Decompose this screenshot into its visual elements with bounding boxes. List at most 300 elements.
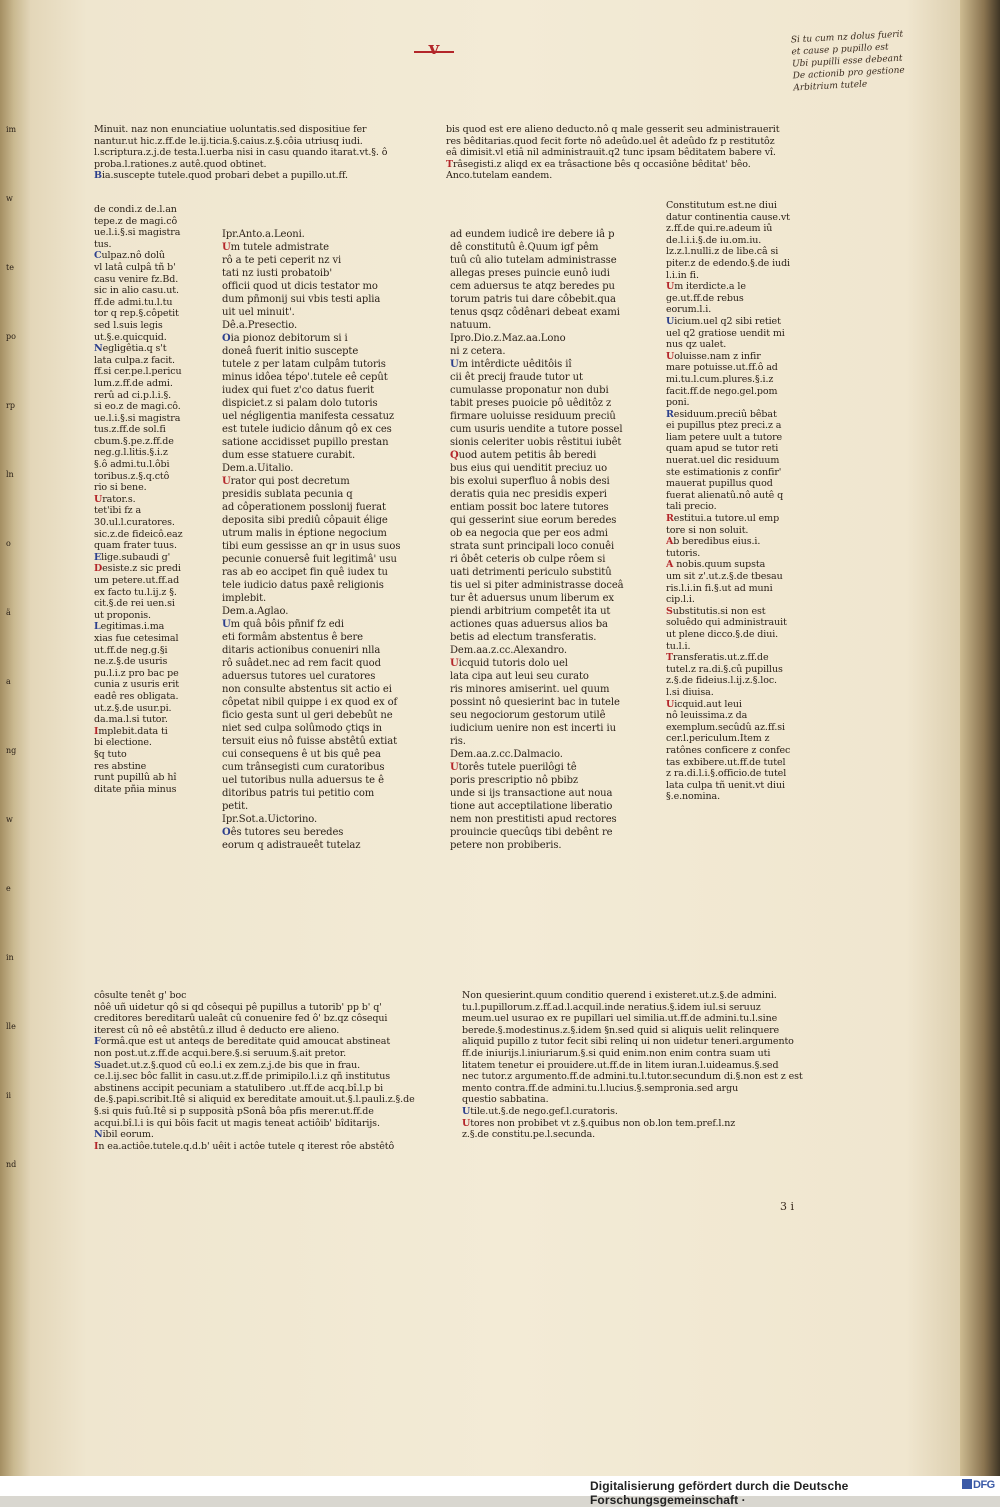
main-left-line (222, 332, 430, 345)
main-left-line: uel tutoribus nulla aduersus te ê (222, 775, 384, 786)
main-right-line: poris prescriptio nô pbibz (450, 775, 579, 786)
gloss-right-line (666, 409, 796, 421)
gloss-left-line: lata culpa.z facit. (94, 354, 175, 366)
gloss-right-line: nô leuissima.z da (666, 710, 748, 722)
handwritten-line: et cause p pupillo est (791, 42, 889, 58)
gloss-column-left (94, 204, 204, 795)
gloss-left-line: sed l.suis legis (94, 319, 163, 331)
gloss-left-line: 30.ul.l.curatores. (94, 517, 175, 529)
rubricated-initial: L (94, 621, 101, 633)
gloss-right-line: de.l.i.i.§.de iu.om.iu. (666, 234, 762, 246)
gloss-left-line: tor q rep.§.côpetit (94, 308, 179, 320)
rubricated-initial: R (666, 513, 674, 525)
main-right-line: allegas preses puincie eunô iudi (450, 268, 610, 279)
gloss-left-line: um petere.ut.ff.ad (94, 575, 180, 586)
main-right-line: dê constitutû ê.Quum igf pêm (450, 242, 599, 253)
main-left-line: dum esse statuere curabit. (222, 450, 356, 461)
main-left-line (222, 475, 430, 488)
main-right-line: torum patris tui dare côbebit.qua (450, 294, 616, 305)
left-page-fragment: in (6, 953, 14, 962)
gloss-left-line: rerû ad ci.p.l.i.§. (94, 389, 172, 401)
gloss-left-line (94, 621, 204, 633)
gloss-right-line: mauerat pupillus quod (666, 478, 773, 490)
gloss-right-line: tali precio. (666, 501, 717, 513)
main-left-line: ras ab eo accipet fin quê iudex tu (222, 567, 388, 578)
main-right-line: petere non probiberis. (450, 840, 562, 851)
rubricated-initial: U (462, 1105, 471, 1117)
gloss-left-line: §q tuto (94, 748, 127, 760)
gloss-left-line: tepe.z de magi.cô (94, 215, 178, 227)
gloss-left-line: quam frater tuus. (94, 540, 177, 552)
line-text: icium.uel q2 sibi retiet (674, 315, 781, 327)
bottom-right-line (462, 1118, 832, 1130)
main-left-line: dispiciet.z si palam dolo tutoris (222, 398, 378, 409)
gloss-right-line (666, 513, 796, 525)
handwritten-line: De actionib pro gestione (792, 65, 905, 82)
main-right-line: ni z cetera. (450, 346, 506, 357)
left-page-fragment: o (6, 539, 11, 548)
gloss-left-line: ue.l.i.§.si magistra (94, 227, 181, 239)
gloss-left-line: cit.§.de rei uen.si (94, 598, 175, 610)
main-right-line: tabit preses puoicie pô uêditôz z (450, 398, 612, 409)
main-right-line: nem non prestitisti apud rectores (450, 814, 617, 825)
gloss-right-line (666, 606, 796, 618)
lead-right-line: Anco.tutelam eandem. (446, 170, 553, 182)
rubricated-initial: O (222, 827, 231, 838)
bottom-left-line: ce.l.ij.sec bôc fallit in casu.ut.z.ff.de primipilo.l.i.z qñ institutus (94, 1071, 391, 1083)
rubricated-initial: I (94, 725, 99, 737)
rubricated-initial: U (666, 350, 675, 362)
main-left-line: doneâ fuerit initio suscepte (222, 346, 359, 357)
bottom-left-line (94, 1036, 439, 1048)
gloss-right-line: poni. (666, 397, 690, 409)
bottom-right-line (462, 1106, 832, 1118)
bottom-left-line: acqui.bî.l.i is qui bôis facit ut magis teneat actiôib' bîditarijs. (94, 1117, 380, 1129)
main-left-line: ficio gesta sunt ul geri debebût ne (222, 710, 393, 721)
rubricated-initial: U (666, 281, 675, 293)
main-left-line: cui consequens ê ut bis quê pea (222, 749, 381, 760)
bottom-right-line: nec tutor.z argumento.ff.de admini.tu.l.tutor.secundum di.§.non est z est (462, 1071, 803, 1083)
line-text: n ea.actiôe.tutele.q.d.b' uêit i actôe tutele q iterest rôe abstêtô (98, 1140, 395, 1152)
gloss-right-line: um sit z'.ut.z.§.de tbesau (666, 571, 783, 582)
line-text: ormâ.que est ut anteqs de bereditate quid amoucat abstineat (100, 1036, 391, 1048)
main-left-line: iudex qui fuet z'co datus fuerit (222, 385, 375, 396)
main-left-line: Ipr.Sot.a.Uictorino. (222, 814, 318, 825)
main-left-line: deposita sibi prediû côpauit élige (222, 515, 388, 526)
main-left-line: rô suâdet.nec ad rem facit quod (222, 658, 381, 669)
main-right-line: cii êt precij fraude tutor ut (450, 372, 583, 383)
line-text: ês tutores seu beredes (230, 827, 344, 838)
line-text: estitui.a tutore.ul emp (673, 513, 780, 525)
main-left-line: satione accidisset pupillo prestan (222, 437, 389, 448)
gloss-right-line: §.e.nomina. (666, 791, 720, 803)
rubricated-initial: S (94, 1059, 101, 1071)
bottom-right-line: litatem tenetur ei prouidere.ut.ff.de in litem iuran.l.uideamus.§.sed (462, 1059, 779, 1071)
bottom-left-line: côsulte tenêt g' boc (94, 990, 187, 1001)
main-right-line: tis uel si piter administrasse doceâ (450, 580, 624, 591)
main-left-line: implebit. (222, 593, 267, 604)
gloss-left-line: cunia z usuris erit (94, 679, 180, 691)
main-right-line: ris. (450, 736, 466, 747)
gloss-right-line: l.si diuisa. (666, 686, 714, 698)
gloss-left-line: toribus.z.§.q.ctô (94, 470, 170, 482)
line-text: lige.subaudi g' (101, 551, 171, 563)
lead-right-line: res bêditarias.quod fecit forte nô adeûdo.uel êt adeûdo fz p restitutôz (446, 135, 775, 147)
rubricated-initial: U (666, 315, 675, 327)
lead-left-line: Minuit. naz non enunciatiue uoluntatis.sed dispositiue fer (94, 124, 367, 135)
gloss-left-line: eadê res obligata. (94, 690, 179, 702)
main-text-column-left (222, 228, 430, 852)
rubricated-initial: U (666, 698, 675, 710)
gloss-left-line (94, 552, 204, 564)
handwritten-line: Ubi pupilli esse debeant (791, 53, 903, 70)
gloss-left-line (94, 250, 204, 262)
gloss-right-line (666, 652, 796, 664)
main-left-line: niet sed culpa solûmodo çtiqs in (222, 723, 383, 734)
line-text: torês tutele puerilôgi tê (458, 762, 577, 773)
gloss-right-line (666, 281, 796, 293)
rubricated-initial: E (94, 551, 102, 563)
line-text: m intêrdicte uêditôis iî (458, 359, 572, 370)
rubricated-initial: C (94, 250, 102, 262)
gloss-right-line: nus qz ualet. (666, 339, 727, 351)
gloss-right-line: ratônes conficere z confec (666, 744, 791, 756)
main-left-line: tersuit eius nô fuisse abstêtû extiat (222, 736, 398, 747)
main-left-line: utrum malis in éptione negocium (222, 528, 387, 539)
rubricated-initial: A (666, 536, 674, 548)
gloss-left-line: neg.g.l.litis.§.i.z (94, 447, 168, 459)
lead-right-line (446, 159, 806, 171)
rubricated-initial: B (94, 170, 102, 182)
gloss-right-line: quam apud se tutor reti (666, 443, 779, 455)
main-left-line: uel négligentia manifesta cessatuz (222, 411, 395, 422)
gloss-right-line: ei pupillus ptez preci.z a (666, 420, 782, 432)
gloss-left-line: ff.de admi.tu.l.tu (94, 296, 173, 308)
bottom-left-line: non post.ut.z.ff.de acqui.bere.§.si seruum.§.ait pretor. (94, 1047, 347, 1059)
bottom-right-line: questio sabbatina. (462, 1094, 549, 1106)
rubricated-initial: U (450, 762, 459, 773)
gloss-right-line: liam petere uult a tutore (666, 431, 783, 443)
gloss-right-line: mare potuisse.ut.ff.ô ad (666, 362, 778, 374)
footer-bar (0, 1476, 1000, 1507)
gloss-right-line: tas exbibere.ut.ff.de tutel (666, 756, 786, 768)
rubricated-initial: U (222, 619, 231, 630)
main-right-line (450, 358, 658, 371)
main-left-line: ditaris actionibus conueniri nlla (222, 645, 381, 656)
left-page-fragment: e (6, 884, 11, 893)
left-page-fragment: im (6, 125, 17, 134)
main-left-line: côpetat nibil quippe i ex quod ex of (222, 697, 398, 708)
main-right-line: iudicium uenire non est incerti iu (450, 723, 616, 734)
main-left-line: dum pñmonij sui vbis testi aplia (222, 294, 381, 305)
gloss-left-line: runt pupillû ab hî (94, 772, 177, 784)
lead-right-line: bis quod est ere alieno deducto.nô q male gesserit seu administrauerit (446, 124, 780, 135)
line-text: icquid tutoris dolo uel (458, 658, 568, 669)
dfg-logo[interactable]: DFG (962, 1479, 995, 1491)
left-page-fragment: ln (6, 470, 14, 479)
gloss-right-line: uel q2 gratiose uendit mi (666, 327, 785, 339)
line-text: uadet.ut.z.§.quod cû eo.l.i ex zem.z.j.de bis que in frau. (100, 1059, 361, 1071)
line-text: m iterdicte.a le (674, 281, 746, 293)
gloss-right-line: soluêdo qui administrauit (666, 617, 787, 629)
main-right-line: Ipro.Dio.z.Maz.aa.Lono (450, 333, 566, 344)
gloss-left-line: ut.ff.de neg.g.§i (94, 644, 168, 656)
left-page-fragment: a (6, 677, 11, 686)
handwritten-line: Arbitrium tutele (793, 79, 868, 94)
main-right-line: bis exolui superfluo â nobis desi (450, 476, 610, 487)
main-left-line: eorum q adistraueêt tutelaz (222, 840, 361, 851)
gloss-right-line: facit.ff.de nego.gel.pom (666, 385, 778, 397)
left-page-fragment: te (6, 263, 14, 272)
gloss-left-line: lum.z.ff.de admi. (94, 377, 173, 389)
gloss-left-line: ex facto tu.l.ij.z §. (94, 586, 177, 598)
gloss-left-line: ut.§.e.quicquid. (94, 331, 167, 343)
bottom-right-line: meum.uel usurao ex re pupillari uel similia.ut.ff.de admini.tu.l.sine (462, 1013, 778, 1025)
main-right-line: prouincie quecûqs tibi debênt re (450, 827, 613, 838)
main-right-line: uati detrimenti periculo substitû (450, 567, 612, 578)
line-text: egitimas.i.ma (100, 621, 165, 633)
rubricated-initial: F (94, 1036, 101, 1048)
main-right-line: tione aut acceptilatione liberatio (450, 801, 613, 812)
main-right-line: tuû cû alio tutelam administrasse (450, 255, 617, 266)
gloss-right-line: lz.z.l.nulli.z de libe.câ si (666, 246, 779, 258)
gloss-left-line: ut proponis. (94, 609, 151, 621)
gloss-right-line (666, 316, 796, 328)
line-text: icquid.aut leui (674, 698, 742, 710)
main-right-line: natuum. (450, 320, 492, 331)
gloss-right-line: mi.tu.l.cum.plures.§.i.z (666, 373, 774, 385)
line-text: b beredibus eius.i. (673, 536, 761, 548)
main-right-line: cum usuris uendite a tutore possel (450, 424, 623, 435)
main-left-line (222, 826, 430, 839)
right-page-edge (960, 0, 1000, 1476)
gloss-column-right (666, 200, 796, 803)
main-right-line: firmare uoluisse residuum preciû (450, 411, 616, 422)
gloss-left-line: rio si bene. (94, 482, 147, 494)
gloss-left-line: sic.z.de fideicô.eaz (94, 528, 183, 540)
gloss-right-line: fuerat alienatû.nô autê q (666, 489, 784, 501)
gloss-left-line: pu.l.i.z pro bac pe (94, 667, 179, 679)
main-left-line: cum trânsegisti cum curatoribus (222, 762, 385, 773)
rubricated-initial: O (222, 333, 231, 344)
gloss-left-line: ditate pñia minus (94, 783, 177, 795)
bottom-left-line: de.§.papi.scribit.Itê si aliquid ex bereditate amouit.ut.§.l.pauli.z.§.de (94, 1094, 415, 1106)
rubricated-initial: U (94, 493, 103, 505)
gloss-left-line: si eo.z de magi.cô. (94, 401, 181, 413)
bottom-right-line: ff.de iniurijs.l.iniuriarum.§.si quid enim.non enim contra suam uti (462, 1047, 771, 1059)
main-right-line: cem aduersus te atqz beredes pu (450, 281, 615, 292)
main-left-line: Ipr.Anto.a.Leoni. (222, 229, 305, 240)
rubricated-initial: T (666, 652, 673, 664)
bottom-right-line: aliquid pupillo z tutor fecit sibi relinq ui non uidetur teneri.argumento (462, 1036, 794, 1048)
gloss-left-line: vl latâ culpâ tñ b' (94, 261, 176, 273)
folio-number: 3 i (780, 1200, 795, 1213)
gloss-left-line: bi electione. (94, 737, 152, 749)
gloss-left-line (94, 563, 204, 575)
lead-left-line: nantur.ut hic.z.ff.de le.ij.ticia.§.caius.z.§.côia utriusq iudi. (94, 135, 363, 147)
main-left-line: officii quod ut dicis testator mo (222, 281, 378, 292)
main-left-line: ditoribus patris tui petitio com (222, 788, 375, 799)
main-right-line (450, 657, 658, 670)
main-left-line: presidis sublata pecunia q (222, 489, 353, 500)
gloss-left-line: xias fue cetesimal (94, 632, 179, 644)
main-right-line: seu negociorum gestorum utilê (450, 710, 606, 721)
main-right-line: ob ea negocia que per eos admi (450, 528, 608, 539)
lead-commentary-right (446, 124, 806, 182)
gloss-right-line: nuerat.uel dic residuum (666, 455, 780, 467)
lead-left-line: l.scriptura.z.j.de testa.l.uerba nisi in casu quando itarat.vt.§. ô (94, 147, 388, 159)
line-text: esiste.z sic predi (102, 563, 181, 575)
main-left-line: Dem.a.Uitalio. (222, 463, 294, 474)
main-right-line: tur êt aduersus unum liberum ex (450, 593, 614, 604)
gloss-right-line: cer.l.periculum.Item z (666, 733, 770, 745)
main-right-line (450, 449, 658, 462)
bottom-right-line: z.§.de constitu.pe.l.secunda. (462, 1129, 596, 1141)
main-left-line: non consulte abstentus sit actio ei (222, 684, 392, 695)
gloss-left-line: tus.z.ff.de sol.fi (94, 424, 166, 436)
main-right-line: betis ad electum transferatis. (450, 632, 597, 643)
line-text: mplebit.data ti (98, 725, 168, 737)
bottom-gloss-left (94, 990, 439, 1152)
main-right-line: Dem.aa.z.cc.Dalmacio. (450, 749, 563, 760)
page-signature-rubric: v (414, 38, 454, 53)
line-text: m tutele admistrate (230, 242, 329, 253)
gloss-left-line: cbum.§.pe.z.ff.de (94, 435, 174, 447)
main-left-line: petit. (222, 801, 249, 812)
gloss-left-line: de condi.z de.l.an (94, 204, 177, 215)
bottom-left-line: abstinens accipit pecuniam a statulibero .ut.ff.de acq.bî.l.p bi (94, 1082, 384, 1094)
line-text: tores non probibet vt z.§.quibus non ob.lon tem.pref.l.nz (470, 1117, 736, 1129)
gloss-left-line: ue.l.i.§.si magistra (94, 412, 181, 424)
main-left-line: tutele z per latam culpâm tutoris (222, 359, 386, 370)
line-text: rator.s. (102, 493, 136, 505)
rubricated-initial: R (666, 408, 674, 420)
bottom-left-line: nôê uñ uidetur qô si qd côsequi pê pupillus a tutorib' pp b' q' (94, 1001, 382, 1013)
rubricated-initial: U (450, 658, 459, 669)
main-right-line: actiones quas aduersus alios ba (450, 619, 608, 630)
main-left-line: est tutele iudicio dânum qô ex ces (222, 424, 392, 435)
main-left-line: pecunie conuersê fuit legitimâ' usu (222, 554, 397, 565)
gloss-right-line: z.ff.de qui.re.adeum iû (666, 223, 773, 235)
rubricated-initial: Q (450, 450, 459, 461)
gloss-right-line: lata culpa tñ uenit.vt diui (666, 779, 785, 791)
gloss-right-line: eorum.l.i. (666, 304, 712, 316)
line-text: tile.ut.§.de nego.gef.l.curatoris. (470, 1105, 618, 1117)
left-page-fragment: nd (6, 1160, 17, 1169)
footer-credit: Digitalisierung gefördert durch die Deutsche Forschungsgemeinschaft · (590, 1479, 849, 1507)
lead-right-line: eâ dimisit.vl etiâ nil administrauit.q2 tunc ipsam bêditatem babere vî. (446, 147, 776, 159)
main-right-line: unde si ijs transactione aut noua (450, 788, 613, 799)
bottom-left-line (94, 1129, 439, 1141)
rubricated-initial: N (94, 343, 103, 355)
line-text: nobis.quum supsta (673, 559, 766, 571)
left-page-fragment: ä (6, 608, 11, 617)
gloss-right-line: z.§.de fideius.l.ij.z.§.loc. (666, 675, 777, 687)
line-text: ransferatis.ut.z.ff.de (672, 652, 769, 664)
gloss-right-line (666, 536, 796, 548)
main-left-line: ad côperationem posslonij fuerat (222, 502, 386, 513)
gloss-left-line: sic in alio casu.ut. (94, 285, 179, 297)
rubricated-initial: D (94, 563, 103, 575)
main-right-line: tenus qsqz côdênari debeat exami (450, 307, 620, 318)
main-right-line: qui gesserint siue eorum beredes (450, 515, 617, 526)
lead-commentary-left (94, 124, 424, 182)
gloss-right-line: l.i.in fi. (666, 269, 699, 281)
line-text: egligêtia.q s't (102, 343, 167, 355)
line-text: m quâ bôis pñnif fz edi (230, 619, 344, 630)
main-right-line: ris minores amiserint. uel quum (450, 684, 610, 695)
line-text: râsegisti.z aliqd ex ea trâsactione bês q occasiône bêditat' bêo. (452, 158, 751, 170)
gloss-left-line: tus. (94, 238, 112, 250)
bottom-left-line (94, 1141, 439, 1153)
gloss-left-line: ff.si cer.pe.l.pericu (94, 366, 182, 378)
gloss-right-line (666, 351, 796, 363)
gloss-right-line: piter.z de edendo.§.de iudi (666, 257, 790, 269)
main-right-line: possint nô quesierint bac in tutele (450, 697, 620, 708)
left-page-fragment: lle (6, 1022, 16, 1031)
gloss-right-line: ut plene dicco.§.de diui. (666, 628, 779, 640)
bottom-right-line: berede.§.modestinus.z.§.idem §n.sed quid si aliquis uelit relinquere (462, 1024, 780, 1036)
gloss-left-line (94, 726, 204, 738)
gloss-right-line (666, 699, 796, 711)
main-left-line: tele iudicio datus paxê religionis (222, 580, 384, 591)
rubricated-initial: U (222, 242, 231, 253)
rubricated-initial: I (94, 1140, 99, 1152)
gloss-right-line: ge.ut.ff.de rebus (666, 292, 744, 304)
bottom-right-line: tu.l.pupillorum.z.ff.ad.l.acquil.inde neratius.§.idem iul.si seruuz (462, 1001, 761, 1013)
main-right-line: sionis celeriter uobis rêstitui iubêt (450, 437, 622, 448)
gloss-right-line: ste estimationis z confir' (666, 466, 782, 478)
rubricated-initial: U (462, 1117, 471, 1129)
left-page-fragment: ng (6, 746, 17, 755)
gloss-right-line: tutoris. (666, 547, 701, 559)
gloss-right-line: tu.l.i. (666, 640, 691, 652)
bottom-left-line (94, 1060, 439, 1072)
main-left-line: Dem.a.Aglao. (222, 606, 289, 617)
line-text: esiduum.preciû bêbat (673, 408, 777, 420)
left-page-fragment: w (6, 815, 13, 824)
gloss-left-line: tet'ibi fz a (94, 505, 142, 517)
main-right-line: Dem.aa.z.cc.Alexandro. (450, 645, 567, 656)
main-left-line: minus idôea tépo'.tutele eê cepût (222, 372, 388, 383)
rubricated-initial: U (450, 359, 459, 370)
gloss-left-line (94, 343, 204, 355)
line-text: oluisse.nam z infir (674, 350, 761, 362)
rubricated-initial: N (94, 1129, 103, 1141)
main-left-line: tibi eum gessisse an qr in usus suos (222, 541, 401, 552)
rubricated-initial: T (446, 158, 453, 170)
gloss-right-line (666, 559, 796, 571)
main-right-line (450, 761, 658, 774)
bottom-gloss-right (462, 990, 832, 1141)
main-right-line: piendi arbitrium competêt ita ut (450, 606, 611, 617)
line-text: ia.suscepte tutele.quod probari debet a pupillo.ut.ff. (101, 170, 348, 182)
rubricated-initial: S (666, 605, 673, 617)
main-right-line: lata cipa aut leui seu curato (450, 671, 589, 682)
main-left-line (222, 241, 430, 254)
main-right-line: entiam possit boc latere tutores (450, 502, 609, 513)
line-text: ulpaz.nô dolû (101, 250, 165, 262)
main-right-line: ri ôbêt ceteris ob culpe rôem si (450, 554, 606, 565)
bottom-right-line: mento contra.ff.de admini.tu.l.lucius.§.sempronia.sed argu (462, 1082, 739, 1094)
lead-left-line: proba.l.rationes.z autê.quod obtinet. (94, 158, 267, 170)
line-text: ubstitutis.si non est (672, 605, 766, 617)
rubricated-initial: A (666, 559, 674, 571)
handwritten-marginal-note (791, 26, 964, 95)
main-right-line: ad eundem iudicê ire debere iâ p (450, 229, 615, 240)
gloss-left-line (94, 494, 204, 506)
gloss-right-line: tutel.z ra.di.§.cû pupillus (666, 663, 783, 675)
